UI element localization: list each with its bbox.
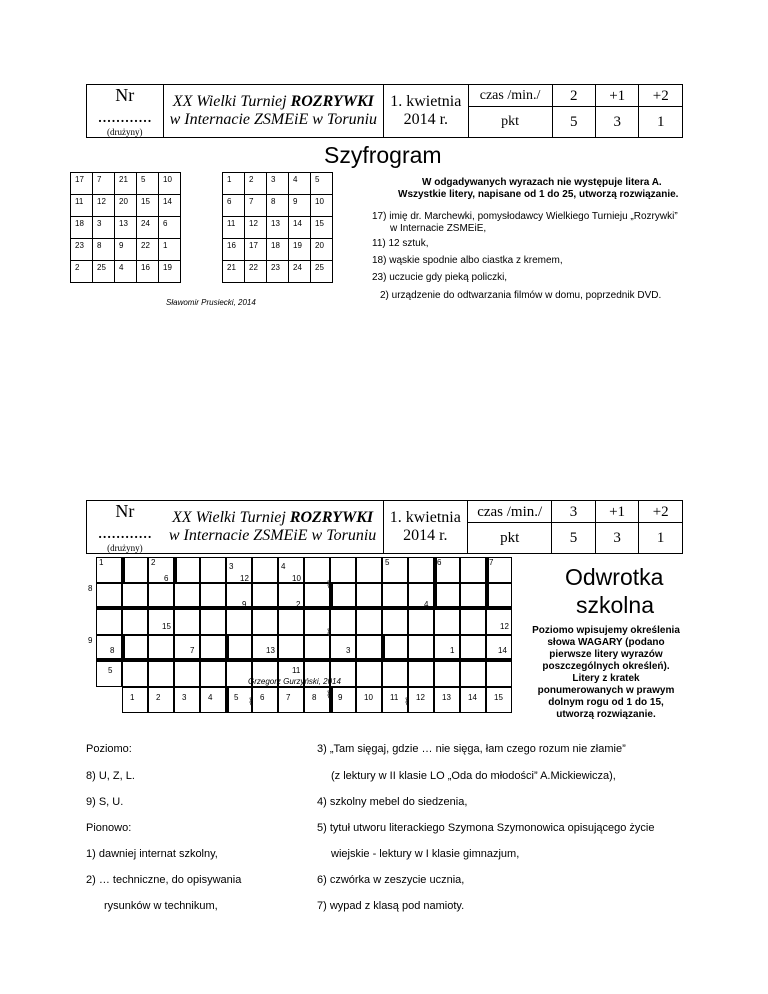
date-line2-2: 2014 r. <box>403 527 448 544</box>
date-line1-2: 1. kwietnia <box>389 509 461 526</box>
crossword-cell[interactable] <box>148 661 174 687</box>
sz-left-cell[interactable]: 14 <box>159 195 181 217</box>
sz-right-cell[interactable]: 2 <box>245 173 267 195</box>
sz-left-cell[interactable]: 12 <box>93 195 115 217</box>
odwrotka-title-2: szkolna <box>576 592 654 618</box>
score-col1-bottom: 5 <box>552 107 595 138</box>
crossword-heavy-border <box>96 658 512 661</box>
crossword-cell[interactable] <box>122 661 148 687</box>
crossword-heavy-border <box>174 557 177 583</box>
solution-cell-number: 1 <box>130 693 135 702</box>
sz-right-cell[interactable]: 10 <box>311 195 333 217</box>
crossword-cell[interactable] <box>434 609 460 635</box>
crossword-number: 9 <box>88 636 93 645</box>
crossword-cell[interactable] <box>460 661 486 687</box>
crossword-heavy-border <box>122 557 125 583</box>
solution-cell-number: 13 <box>442 693 451 702</box>
pkt-label-2: pkt <box>468 523 552 554</box>
crossword-number: 8 <box>88 584 93 593</box>
sz-right-cell[interactable]: 19 <box>289 239 311 261</box>
crossword-cell[interactable] <box>330 609 356 635</box>
crossword-cell[interactable] <box>486 661 512 687</box>
szyfrogram-clue-23: 23) uczucie gdy pieką policzki, <box>372 272 508 283</box>
crossword-cell[interactable] <box>408 661 434 687</box>
team-number-label: Nr ............ <box>97 85 152 126</box>
pionowo-clue-7: 7) wypad z klasą pod namioty. <box>317 900 465 912</box>
desc-line-5: Litery z kratek <box>572 673 640 684</box>
desc-line-7: dolnym rogu od 1 do 15, <box>548 697 664 708</box>
sz-right-cell[interactable]: 8 <box>267 195 289 217</box>
desc-line-3: pierwsze litery wyrazów <box>549 649 663 660</box>
sz-left-cell[interactable]: 17 <box>71 173 93 195</box>
szyfrogram-clue-18: 18) wąskie spodnie albo ciastka z kremem, <box>372 255 563 266</box>
crossword-number: 5 <box>108 666 113 675</box>
crossword-cell[interactable] <box>122 609 148 635</box>
score2-col3-bottom: 1 <box>639 523 683 554</box>
score2-col2-bottom: 3 <box>595 523 639 554</box>
sz-right-cell[interactable]: 7 <box>245 195 267 217</box>
score-col2-bottom: 3 <box>595 107 639 138</box>
sz-right-cell[interactable]: 22 <box>245 261 267 283</box>
crossword-number: 5 <box>385 558 390 567</box>
crossword-cell[interactable] <box>382 609 408 635</box>
sz-left-cell[interactable]: 5 <box>137 173 159 195</box>
solution-cell-number: 5 <box>234 693 239 702</box>
crossword-heavy-border <box>122 635 125 661</box>
sz-right-cell[interactable]: 13 <box>267 217 289 239</box>
title-prefix: XX Wielki Turniej <box>172 93 291 110</box>
sz-right-cell[interactable]: 14 <box>289 217 311 239</box>
crossword-cell[interactable] <box>330 687 356 713</box>
score2-col1-top: 3 <box>552 501 595 523</box>
odwrotka-title-1: Odwrotka <box>565 564 664 590</box>
sz-left-cell[interactable]: 16 <box>137 261 159 283</box>
date-line2: 2014 r. <box>403 111 449 128</box>
sz-right-cell[interactable]: 15 <box>311 217 333 239</box>
pionowo-clue-2-cont: rysunków w technikum, <box>104 900 218 912</box>
solution-cell-number: 7 <box>286 693 291 702</box>
sz-left-cell[interactable]: 15 <box>137 195 159 217</box>
szyfrogram-clue-11: 11) 12 sztuk, <box>372 238 429 249</box>
crossword-number: 12 <box>240 574 249 583</box>
pionowo-clue-2: 2) … techniczne, do opisywania <box>86 874 242 886</box>
sz-left-cell[interactable]: 2 <box>71 261 93 283</box>
sz-right-cell[interactable]: 21 <box>223 261 245 283</box>
sz-right-cell[interactable]: 23 <box>267 261 289 283</box>
solution-cell-number: 11 <box>390 693 399 702</box>
score2-col3-top: +2 <box>639 501 683 523</box>
crossword-cell[interactable] <box>278 687 304 713</box>
crossword-number: 2 <box>296 600 301 609</box>
szyfrogram-author: Sławomir Prusiecki, 2014 <box>166 298 256 307</box>
pionowo-clue-3-cont: (z lektury w II klasie LO „Oda do młodości” A.Mickiewicza), <box>331 770 616 782</box>
crossword-heavy-border <box>226 687 229 713</box>
team-label: (drużyny) <box>107 127 143 137</box>
sz-left-cell[interactable]: 19 <box>159 261 181 283</box>
crossword-number: 3 <box>229 562 234 571</box>
crossword-cell[interactable] <box>356 557 382 583</box>
sz-left-cell[interactable]: 1 <box>159 239 181 261</box>
pionowo-clue-3: 3) „Tam sięgaj, gdzie … nie sięga, łam czego rozum nie złamie” <box>317 743 626 755</box>
crossword-cell[interactable] <box>460 609 486 635</box>
sz-right-cell[interactable]: 4 <box>289 173 311 195</box>
poziomo-clue-8: 8) U, Z, L. <box>86 770 135 782</box>
pionowo-heading: Pionowo: <box>86 822 132 834</box>
pionowo-clue-5-cont: wiejskie - lektury w I klasie gimnazjum, <box>331 848 520 860</box>
sz-left-cell[interactable]: 10 <box>159 173 181 195</box>
sz-right-cell[interactable]: 25 <box>311 261 333 283</box>
solution-cell-number: 2 <box>156 693 161 702</box>
pionowo-clue-5: 5) tytuł utworu literackiego Szymona Szymonowica opisującego życie <box>317 822 655 834</box>
sz-left-cell[interactable]: 21 <box>115 173 137 195</box>
sz-right-cell[interactable]: 17 <box>245 239 267 261</box>
date-line1: 1. kwietnia <box>390 93 462 110</box>
crossword-number: 9 <box>242 600 247 609</box>
crossword-cell[interactable] <box>122 687 148 713</box>
crossword-heavy-border <box>96 606 512 609</box>
odwrotka-description <box>528 625 684 721</box>
crossword-number: 10 <box>292 574 301 583</box>
crossword-cell[interactable] <box>200 609 226 635</box>
crossword-cell[interactable] <box>356 609 382 635</box>
pionowo-clue-4: 4) szkolny mebel do siedzenia, <box>317 796 468 808</box>
solution-cell-number: 12 <box>416 693 425 702</box>
crossword-number: 1 <box>99 558 104 567</box>
crossword-cell[interactable] <box>122 557 148 583</box>
crossword-cell[interactable] <box>252 609 278 635</box>
crossword-number: 3 <box>346 646 351 655</box>
sz-left-cell[interactable]: 25 <box>93 261 115 283</box>
crossword-cell[interactable] <box>252 557 278 583</box>
odwrotka-author: Grzegorz Gurzyński, 2014 <box>248 677 341 686</box>
szyfrogram-clue-17-cont: w Internacie ZSMEiE, <box>390 223 487 234</box>
team-number-label-2: Nr ............ <box>97 501 152 542</box>
sz-left-cell[interactable]: 8 <box>93 239 115 261</box>
pionowo-clue-1: 1) dawniej internat szkolny, <box>86 848 218 860</box>
title-bold-2: ROZRYWKI <box>289 509 374 526</box>
crossword-cell[interactable] <box>200 661 226 687</box>
desc-line-8: utworzą rozwiązanie. <box>556 709 656 720</box>
crossword-number: 11 <box>292 666 301 675</box>
sz-left-cell[interactable]: 6 <box>159 217 181 239</box>
szyfrogram-title: Szyfrogram <box>324 142 442 168</box>
sz-left-cell[interactable]: 7 <box>93 173 115 195</box>
crossword-number: 1 <box>450 646 455 655</box>
szyfrogram-clue-17: 17) imię dr. Marchewki, pomysłodawcy Wielkiego Turnieju „Rozrywki” <box>372 211 678 222</box>
score-col2-top: +1 <box>595 85 639 107</box>
sz-left-cell[interactable]: 11 <box>71 195 93 217</box>
crossword-cell[interactable] <box>434 661 460 687</box>
crossword-cell[interactable] <box>278 609 304 635</box>
sz-right-cell[interactable]: 12 <box>245 217 267 239</box>
sz-right-cell[interactable]: 20 <box>311 239 333 261</box>
score-col1-top: 2 <box>552 85 595 107</box>
sz-left-cell[interactable]: 20 <box>115 195 137 217</box>
crossword-number: 15 <box>162 622 171 631</box>
solution-cell-number: 6 <box>260 693 265 702</box>
team-label-2: (drużyny) <box>107 543 143 553</box>
crossword-cell[interactable] <box>148 687 174 713</box>
crossword-number: 6 <box>437 558 442 567</box>
crossword-cell[interactable] <box>174 557 200 583</box>
crossword-number: 13 <box>266 646 275 655</box>
sz-right-cell[interactable]: 11 <box>223 217 245 239</box>
squiggle-separator-icon: ⌇ <box>404 697 409 708</box>
czas-label-2: czas /min./ <box>468 501 552 523</box>
title-prefix-2: XX Wielki Turniej <box>172 509 290 526</box>
crossword-number: 14 <box>498 646 507 655</box>
crossword-cell[interactable] <box>226 609 252 635</box>
crossword-cell[interactable] <box>382 661 408 687</box>
pkt-label: pkt <box>468 107 552 138</box>
sz-right-cell[interactable]: 18 <box>267 239 289 261</box>
pionowo-label: Pionowo <box>86 822 129 834</box>
title-line2: w Internacie ZSMEiE w Toruniu <box>169 111 378 128</box>
sz-left-cell[interactable]: 23 <box>71 239 93 261</box>
crossword-number: 8 <box>110 646 115 655</box>
czas-label: czas /min./ <box>468 85 552 107</box>
sz-left-cell[interactable]: 18 <box>71 217 93 239</box>
squiggle-separator-icon: ⌇ <box>326 690 331 701</box>
crossword-number: 4 <box>424 600 429 609</box>
szyfrogram-instruction-1: W odgadywanych wyrazach nie występuje litera A. <box>422 177 662 188</box>
crossword-cell[interactable] <box>408 557 434 583</box>
sz-left-cell[interactable]: 4 <box>115 261 137 283</box>
crossword-cell[interactable] <box>96 609 122 635</box>
score2-col1-bottom: 5 <box>552 523 595 554</box>
sz-right-cell[interactable]: 16 <box>223 239 245 261</box>
sz-left-cell[interactable]: 9 <box>115 239 137 261</box>
sz-right-cell[interactable]: 9 <box>289 195 311 217</box>
crossword-heavy-border <box>382 635 385 661</box>
solution-cell-number: 10 <box>364 693 373 702</box>
crossword-number: 12 <box>500 622 509 631</box>
crossword-cell[interactable] <box>330 557 356 583</box>
title-line2-2: w Internacie ZSMEiE w Toruniu <box>168 527 377 544</box>
crossword-cell[interactable] <box>200 557 226 583</box>
sz-right-cell[interactable]: 5 <box>311 173 333 195</box>
solution-cell-number: 3 <box>182 693 187 702</box>
solution-cell-number: 8 <box>312 693 317 702</box>
squiggle-separator-icon: ⌇ <box>326 580 331 591</box>
crossword-heavy-border <box>226 635 229 661</box>
crossword-cell[interactable] <box>408 609 434 635</box>
sz-right-cell[interactable]: 6 <box>223 195 245 217</box>
szyfrogram-instruction-2: Wszystkie litery, napisane od 1 do 25, utworzą rozwiązanie. <box>398 189 679 200</box>
sz-left-cell[interactable]: 3 <box>93 217 115 239</box>
solution-cell-number: 4 <box>208 693 213 702</box>
crossword-cell[interactable] <box>174 609 200 635</box>
crossword-cell[interactable] <box>174 687 200 713</box>
crossword-cell[interactable] <box>200 687 226 713</box>
desc-line-4: poszczególnych określeń). <box>542 661 670 672</box>
pionowo-clue-6: 6) czwórka w zeszycie ucznia, <box>317 874 465 886</box>
solution-cell-number: 15 <box>494 693 503 702</box>
crossword-cell[interactable] <box>174 661 200 687</box>
crossword-cell[interactable] <box>460 557 486 583</box>
sz-right-cell[interactable]: 3 <box>267 173 289 195</box>
solution-cell-number: 14 <box>468 693 477 702</box>
score2-col2-top: +1 <box>595 501 639 523</box>
score-col3-top: +2 <box>639 85 683 107</box>
szyfrogram-clue-2: 2) urządzenie do odtwarzania filmów w domu, poprzednik DVD. <box>380 290 662 301</box>
sz-right-cell[interactable]: 24 <box>289 261 311 283</box>
sz-left-cell[interactable]: 24 <box>137 217 159 239</box>
desc-line-1: Poziomo wpisujemy określenia <box>532 625 680 636</box>
crossword-cell[interactable] <box>252 687 278 713</box>
crossword-number: 7 <box>190 646 195 655</box>
crossword-cell[interactable] <box>356 661 382 687</box>
crossword-number: 2 <box>151 558 156 567</box>
sz-left-cell[interactable]: 13 <box>115 217 137 239</box>
desc-line-2: słowa WAGARY (podano <box>547 637 665 648</box>
score-col3-bottom: 1 <box>639 107 683 138</box>
crossword-number: 4 <box>281 562 286 571</box>
sz-right-cell[interactable]: 1 <box>223 173 245 195</box>
crossword-number: 6 <box>164 574 169 583</box>
solution-cell-number: 9 <box>338 693 343 702</box>
squiggle-separator-icon: ⌇ <box>248 697 253 708</box>
poziomo-label: Poziomo <box>86 743 129 755</box>
poziomo-clue-9: 9) S, U. <box>86 796 124 808</box>
sz-left-cell[interactable]: 22 <box>137 239 159 261</box>
title-bold: ROZRYWKI <box>290 93 374 110</box>
poziomo-heading: Poziomo: <box>86 743 132 755</box>
squiggle-separator-icon: ⌇ <box>326 628 331 639</box>
desc-line-6: ponumerowanych w prawym <box>537 685 675 696</box>
crossword-number: 7 <box>489 558 494 567</box>
